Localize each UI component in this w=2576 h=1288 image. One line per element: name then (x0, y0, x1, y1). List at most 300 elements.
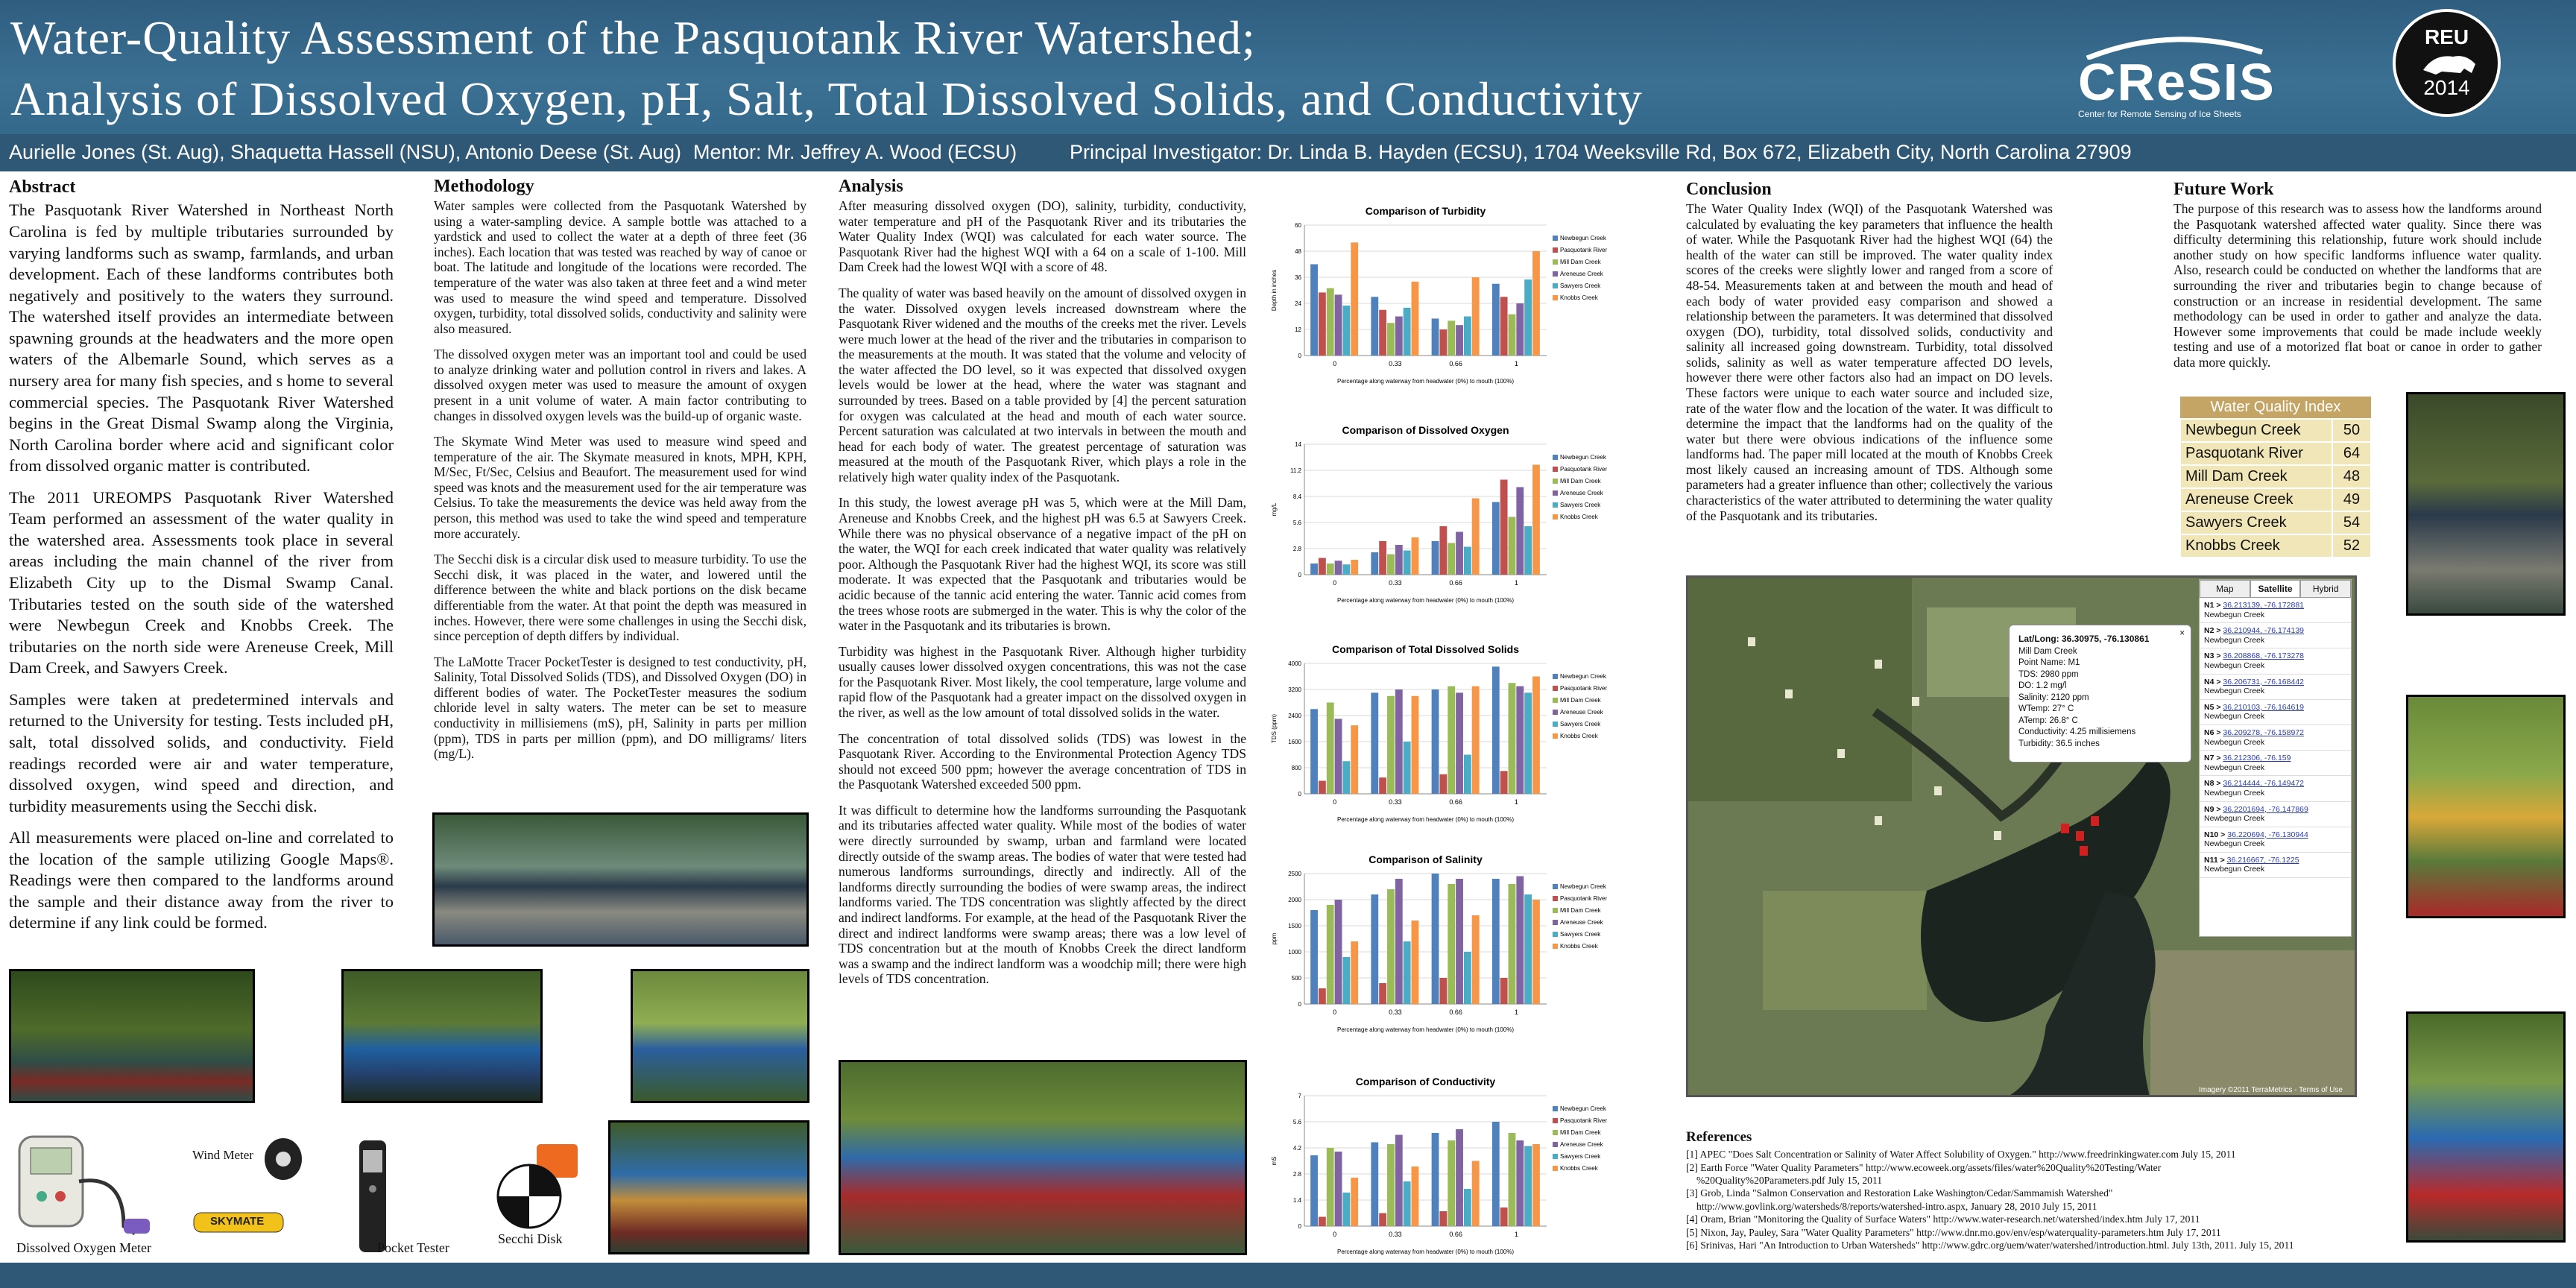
legend-swatch (1553, 295, 1558, 300)
legend-label: Newbegun Creek (1560, 1105, 1606, 1112)
y-tick-label: 2.8 (1292, 1171, 1301, 1178)
legend-label: Newbegun Creek (1560, 235, 1606, 242)
bar (1524, 894, 1532, 1004)
photo-team-canoe (608, 1120, 809, 1254)
list-item[interactable]: N1 > 36.213139, -76.172881 Newbegun Creek (2200, 598, 2351, 623)
tab-satellite[interactable]: Satellite (2250, 580, 2301, 598)
map-info-popup[interactable] (2009, 625, 2191, 763)
legend-swatch (1553, 502, 1558, 508)
bar (1335, 719, 1342, 794)
y-tick-label: 800 (1291, 765, 1301, 771)
reference-item: [4] Oram, Brian "Monitoring the Quality of Surface Waters" http://www.water-research.net/watershed/index.htm July 17, 2011 (1686, 1213, 2200, 1225)
legend-label: Areneuse Creek (1560, 1141, 1603, 1148)
secchi-disk-caption: Secchi Disk (498, 1231, 563, 1246)
bar (1335, 900, 1342, 1004)
methodology-p1: Water samples were collected from the Pasquotank Watershed by using a water-sampling device. A sample bottle was attached to a yardstick and used to collect the water at a depth of three feet (36 inches). Each location that was tested was reached by way of canoe or boat. The latitude and longitude of the locations were recorded. The temperature of the water was also taken at three feet and a wind meter was used to measure the wind speed and temperature. Dissolved oxygen, turbidity, total dissolved solids, conductivity and salinity were also measured. (434, 198, 806, 336)
bar (1456, 325, 1463, 356)
y-tick-label: 2000 (1288, 897, 1301, 903)
photo-canoe-student (9, 969, 255, 1103)
bar (1500, 297, 1508, 356)
abstract-p3: Samples were taken at predetermined intervals and returned to the University for testing. Tests included pH, salt, total dissolved solids, and conductivity. Field readings recorded were air and water temperature, dissolved oxygen, wind speed and direction, and turbidity measurements using the Secchi disk. (9, 689, 394, 815)
x-tick-label: 1 (1514, 579, 1518, 587)
y-tick-label: 2400 (1288, 713, 1301, 719)
table-row (2180, 534, 2371, 558)
conclusion-p1: The Water Quality Index (WQI) of the Pasquotank Watershed was calculated by evaluating the key parameters that influence the health of water. While the Pasquotank River had the highest WQI (64) the health of the water can still be improved. The water quality index scores of the creeks were slightly lower and ranged from a score of 48-54. Measurements taken at and between the mouth and head of each body of water provided easy comparison and showed a relationship between the parameters. It was determined that dissolved oxygen (DO), turbidity, total dissolved solids, conductivity and salinity all increased going downstream. Turbidity, total dissolved solids, salinity as well as water temperature affected DO levels, however there were other factors also had an impact on DO levels. These factors were unique to each water source and included size, rate of the water flow and the location of the water. It was difficult to determine the impact that the landforms had on the quality of the water but there were obvious indications of the influence some landforms had. The paper mill located at the mouth of Knobbs Creek most likely caused an increasing amount of TDS. Although some parameters had a greater influence than other; collectively the various characteristics of the water attributed to determining the water quality of the Pasquotank and its tributaries. (1686, 201, 2053, 523)
bar (1342, 306, 1350, 356)
photo-student-paddling (2406, 1011, 2566, 1243)
x-tick-label: 0 (1333, 1231, 1337, 1238)
bar (1327, 905, 1334, 1004)
x-tick-label: 0 (1333, 1008, 1337, 1016)
legend-label: Knobbs Creek (1560, 1165, 1598, 1172)
table-row (2180, 442, 2371, 465)
legend-label: Sawyers Creek (1560, 502, 1601, 508)
wqi-table (2179, 397, 2372, 558)
bar (1379, 1213, 1386, 1227)
legend-swatch (1553, 908, 1558, 913)
legend-label: Sawyers Creek (1560, 1153, 1601, 1160)
legend-label: Mill Dam Creek (1560, 478, 1601, 484)
legend-swatch (1553, 514, 1558, 520)
bar (1516, 303, 1524, 356)
legend-swatch (1553, 271, 1558, 277)
wqi-name: Newbegun Creek (2180, 419, 2332, 442)
y-tick-label: 1000 (1288, 949, 1301, 956)
legend-label: Knobbs Creek (1560, 733, 1598, 739)
bar (1387, 696, 1395, 794)
bar (1387, 889, 1395, 1004)
bar (1456, 692, 1463, 794)
legend-swatch (1553, 1166, 1558, 1171)
bar (1412, 282, 1419, 356)
bar (1448, 884, 1455, 1004)
principal-investigator: Principal Investigator: Dr. Linda B. Hayden (ECSU), 1704 Weeksville Rd, Box 672, Elizabeth City, North Carolina 27909 (1070, 141, 2132, 163)
bar (1371, 894, 1378, 1004)
wqi-value: 50 (2332, 419, 2371, 442)
popup-line: DO: 1.2 mg/l (2018, 681, 2067, 691)
bar (1351, 1178, 1358, 1226)
bar (1371, 692, 1378, 794)
bar (1404, 941, 1411, 1004)
list-item[interactable]: N4 > 36.206731, -76.168442 Newbegun Creek (2200, 675, 2351, 700)
cresis-wordmark: CReSIS (2078, 53, 2276, 111)
y-tick-label: 5.6 (1292, 1119, 1301, 1126)
list-item[interactable]: N9 > 36.2201694, -76.147869 Newbegun Creek (2200, 802, 2351, 827)
bar (1464, 755, 1471, 795)
bar (1509, 1133, 1516, 1226)
bar (1371, 552, 1378, 575)
x-axis-label: Percentage along waterway from headwater (0%) to mouth (100%) (1336, 597, 1515, 604)
reference-item: [3] Grob, Linda "Salmon Conservation and Restoration Lake Washington/Cedar/Sammamish Watershed" (1686, 1187, 2113, 1199)
tds-chart (1267, 641, 1629, 827)
bar (1335, 294, 1342, 356)
bar (1379, 310, 1386, 356)
legend-swatch (1553, 944, 1558, 949)
wind-meter-caption: Wind Meter (192, 1148, 253, 1162)
reference-item: %20Quality%20Parameters.pdf July 15, 2011 (1696, 1175, 1883, 1187)
wqi-value: 54 (2332, 511, 2371, 534)
legend-swatch (1553, 467, 1558, 472)
reference-item: [1] APEC "Does Salt Concentration or Salinity of Water Affect Solubility of Oxygen." http://www.freedrinkingwater.com July 15, 2011 (1686, 1149, 2236, 1161)
bar (1310, 265, 1318, 356)
bar (1500, 771, 1508, 794)
wqi-table-title: Water Quality Index (2180, 397, 2371, 419)
chart-title: Comparison of Dissolved Oxygen (1342, 424, 1509, 436)
bar (1412, 696, 1419, 794)
legend-swatch (1553, 1142, 1558, 1147)
x-tick-label: 0.33 (1389, 1008, 1402, 1016)
x-tick-label: 0.66 (1449, 579, 1462, 587)
tds-chart-svg (1267, 641, 1629, 827)
do-meter-icon (12, 1129, 161, 1241)
popup-line: Salinity: 2120 ppm (2018, 692, 2089, 702)
bar (1524, 692, 1532, 794)
y-tick-label: 14 (1295, 441, 1301, 448)
y-tick-label: 48 (1295, 248, 1301, 255)
turbidity-chart (1267, 203, 1629, 389)
analysis-p6: It was difficult to determine how the landforms surrounding the Pasquotank and its tributaries affected water quality. While most of the bodies of water were directly surrounded by swamp, urban and farmland were located directly outside of the swamp areas. The bodies of water that were tested had numerous landforms surroundings, directly and indirectly. All of the landforms directly surrounding the bodies of were swamp areas, the indirect landforms varied. The TDS concentration was slightly affected by the direct and indirect landforms. For example, at the head of the Pasquotank River the direct and indirect landforms were swamp areas; there was a low level of TDS concentration but at the mouth of Knobbs Creek the direct landform was a swamp and the indirect landform was a woodchip mill; there were high levels of TDS concentration. (839, 802, 1246, 987)
abstract-p1: The Pasquotank River Watershed in Northeast North Carolina is fed by multiple tributaries surrounded by varying landforms such as swamp, farmlands, and urban development. Each of these landforms contributes both negatively and positively to the waters they surround. The watershed itself provides an intermediate between spawning grounds at the headwaters and the more open waters of the Albemarle Sound, which serves as a nursery area for many fish species, and s home to several commercial species. The Pasquotank River Watershed begins in the Great Dismal Swamp along the Virginia, North Carolina border where acid and significant color from dissolved organic matter is contributed. (9, 201, 394, 476)
bar (1439, 978, 1447, 1004)
map-type-tabs (2200, 580, 2351, 598)
legend-label: Pasquotank River (1560, 685, 1608, 692)
legend-swatch (1553, 259, 1558, 265)
bar (1342, 1193, 1350, 1226)
map-location-list[interactable] (2199, 579, 2352, 937)
table-row (2180, 465, 2371, 488)
popup-line: Turbidity: 36.5 inches (2018, 739, 2100, 748)
legend-label: Areneuse Creek (1560, 709, 1603, 716)
bar (1319, 1217, 1326, 1227)
popup-line: Conductivity: 4.25 millisiemens (2018, 727, 2136, 737)
bar (1412, 537, 1419, 575)
y-tick-label: 7 (1298, 1093, 1301, 1099)
y-tick-label: 0 (1298, 791, 1301, 798)
bar (1472, 1161, 1480, 1227)
list-item[interactable]: N2 > 36.210944, -76.174139 Newbegun Creek (2200, 623, 2351, 648)
x-tick-label: 0.66 (1449, 1008, 1462, 1016)
bar (1500, 1208, 1508, 1226)
bar (1516, 877, 1524, 1005)
list-item[interactable]: N11 > 36.216667, -76.1225 Newbegun Creek (2200, 853, 2351, 878)
bar (1448, 686, 1455, 794)
legend-label: Newbegun Creek (1560, 673, 1606, 680)
y-tick-label: 2500 (1288, 871, 1301, 877)
legend-swatch (1553, 722, 1558, 727)
y-tick-label: 1.4 (1292, 1197, 1301, 1204)
bar (1379, 777, 1386, 794)
legend-swatch (1553, 896, 1558, 901)
bar (1327, 564, 1334, 575)
bar (1395, 545, 1403, 575)
bar (1310, 910, 1318, 1004)
bar (1432, 318, 1439, 356)
legend-swatch (1553, 283, 1558, 288)
bar (1432, 1133, 1439, 1226)
legend-label: Mill Dam Creek (1560, 1129, 1601, 1136)
popup-latlon: Lat/Long: 36.30975, -76.130861 (2018, 634, 2150, 644)
bar (1379, 983, 1386, 1004)
bar (1310, 709, 1318, 794)
tab-map[interactable]: Map (2200, 580, 2250, 598)
chart-title: Comparison of Salinity (1368, 853, 1483, 865)
bar (1432, 541, 1439, 575)
bar (1351, 725, 1358, 794)
methodology-section (434, 176, 806, 772)
legend-swatch (1553, 920, 1558, 925)
abstract-p4: All measurements were placed on-line and correlated to the location of the sample utilizing Google Maps®. Readings were then compared to the landforms around the sample and their distance away from the river to determine if any link could be formed. (9, 828, 394, 932)
bar (1509, 315, 1516, 356)
analysis-p2: The quality of water was based heavily on the amount of dissolved oxygen in the water. Dissolved oxygen levels increased downstream where the Pasquotank River widened and the mouths of the creeks met the river. Levels were much lower at the head of the river and the tributaries in comparison to the measurements at the mouth. It was stated that the volume and velocity of the water affected the DO level, so it was expected that dissolved oxygen levels would be lower at the head, where the water was stagnant and surrounded by trees. Based on a table provided by [4] the percent saturation for oxygen was calculated at the head and mouth of each water source. Percent saturation was calculated at two intervals in between the mouth and head for each body of water. The greatest percentage of saturation was measured at the mouth of the Pasquotank River, which plays a role in the relatively high water quality index of the Pasquotank. (839, 285, 1246, 484)
legend-swatch (1553, 884, 1558, 889)
bar (1439, 526, 1447, 575)
x-axis-label: Percentage along waterway from headwater (0%) to mouth (100%) (1336, 1026, 1515, 1033)
x-axis-label: Percentage along waterway from headwater (0%) to mouth (100%) (1336, 378, 1515, 385)
bar (1464, 317, 1471, 356)
reference-item: [2] Earth Force "Water Quality Parameters" http://www.ecoweek.org/assets/files/water%20Quality%20Testing/Water (1686, 1161, 2162, 1173)
legend-swatch (1553, 1118, 1558, 1123)
legend-label: Pasquotank River (1560, 1117, 1608, 1124)
bar (1448, 543, 1455, 575)
pocket-tester-caption: Pocket Tester (377, 1240, 449, 1255)
wqi-name: Sawyers Creek (2180, 511, 2332, 534)
bar (1464, 1189, 1471, 1226)
bar (1404, 308, 1411, 356)
wqi-name: Mill Dam Creek (2180, 465, 2332, 488)
list-item[interactable]: N8 > 36.214444, -76.149472 Newbegun Creek (2200, 776, 2351, 801)
wqi-value: 64 (2332, 442, 2371, 465)
bar (1500, 480, 1508, 575)
photo-canoe-trio (839, 1060, 1247, 1255)
wqi-name: Areneuse Creek (2180, 488, 2332, 511)
chart-title: Comparison of Turbidity (1365, 205, 1486, 217)
salinity-chart-svg (1267, 851, 1629, 1038)
footer-bar (0, 1263, 2576, 1288)
close-icon[interactable]: × (2179, 629, 2185, 638)
bar (1532, 900, 1540, 1004)
x-tick-label: 0.33 (1389, 360, 1402, 367)
legend-swatch (1553, 932, 1558, 937)
legend-swatch (1553, 698, 1558, 703)
bar (1335, 561, 1342, 575)
legend-swatch (1553, 247, 1558, 253)
y-axis-label: Depth in inches (1271, 269, 1278, 312)
tab-hybrid[interactable]: Hybrid (2300, 580, 2351, 598)
bar (1342, 761, 1350, 794)
legend-label: Areneuse Creek (1560, 271, 1603, 277)
bar (1516, 487, 1524, 575)
bar (1439, 329, 1447, 356)
methodology-p2: The dissolved oxygen meter was an important tool and could be used to analyze drinking water and pollution control in rivers and lakes. A dissolved oxygen meter was used to measure the amount of oxygen present in a unit volume of water. A main factor contributing to changes in dissolved oxygen levels was the build-up of organic waste. (434, 347, 806, 423)
wqi-name: Knobbs Creek (2180, 534, 2332, 558)
wqi-value: 48 (2332, 465, 2371, 488)
legend-swatch (1553, 1130, 1558, 1135)
popup-line: TDS: 2980 ppm (2018, 669, 2079, 679)
bar (1448, 321, 1455, 356)
do-meter-caption: Dissolved Oxygen Meter (16, 1240, 151, 1255)
legend-label: Pasquotank River (1560, 466, 1608, 473)
skymate-label: SKYMATE (210, 1215, 265, 1228)
legend-swatch (1553, 1154, 1558, 1159)
bar (1492, 1122, 1500, 1226)
legend-swatch (1553, 674, 1558, 679)
x-tick-label: 1 (1514, 1231, 1518, 1238)
wqi-name: Pasquotank River (2180, 442, 2332, 465)
bar (1387, 555, 1395, 575)
cresis-logo (2072, 30, 2281, 119)
bar (1335, 1152, 1342, 1226)
legend-swatch (1553, 1106, 1558, 1111)
legend-swatch (1553, 733, 1558, 739)
legend-swatch (1553, 490, 1558, 496)
bar (1432, 689, 1439, 794)
bar (1371, 297, 1378, 356)
photo-student-measuring (631, 969, 809, 1103)
bar (1387, 1144, 1395, 1226)
bar (1492, 666, 1500, 794)
reference-item: [6] Srinivas, Hari "An Introduction to Urban Watersheds" http://www.gdrc.org/uem/water/watershed/introduction.html. July 13th, 2011. July 15, 2011 (1686, 1240, 2294, 1251)
x-tick-label: 1 (1514, 798, 1518, 806)
legend-label: Knobbs Creek (1560, 943, 1598, 950)
bar (1395, 1135, 1403, 1227)
bar (1310, 1155, 1318, 1226)
chart-title: Comparison of Total Dissolved Solids (1332, 643, 1519, 655)
bar (1404, 1181, 1411, 1226)
popup-line: WTemp: 27° C (2018, 704, 2074, 714)
y-tick-label: 12 (1295, 326, 1301, 333)
wqi-value: 52 (2332, 534, 2371, 558)
bar (1387, 323, 1395, 356)
wqi-value: 49 (2332, 488, 2371, 511)
author-bar (0, 134, 2576, 171)
bar (1395, 879, 1403, 1004)
y-tick-label: 36 (1295, 274, 1301, 281)
list-item[interactable]: N3 > 36.208868, -76.173278 Newbegun Creek (2200, 648, 2351, 674)
reference-item: [5] Nixon, Jay, Pauley, Sara "Water Quality Parameters" http://www.dnr.mo.gov/env/esp/waterquality-parameters.htm July 17, 2011 (1686, 1226, 2221, 1238)
bar (1509, 683, 1516, 794)
bar (1342, 564, 1350, 575)
abstract-section (9, 176, 394, 944)
photo-dock-team (432, 812, 809, 947)
conclusion-heading: Conclusion (1686, 180, 1772, 199)
y-tick-label: 11.2 (1290, 467, 1301, 474)
bar (1509, 884, 1516, 1004)
y-tick-label: 24 (1295, 300, 1301, 307)
poster-title-line1: Water-Quality Assessment of the Pasquotank River Watershed; (10, 11, 1256, 64)
x-tick-label: 0.66 (1449, 360, 1462, 367)
methodology-heading: Methodology (434, 177, 534, 196)
popup-line: Point Name: M1 (2018, 658, 2080, 668)
dissolved-oxygen-chart (1267, 422, 1629, 608)
bar (1319, 988, 1326, 1004)
bar (1472, 277, 1480, 356)
y-tick-label: 8.4 (1292, 493, 1301, 500)
x-tick-label: 1 (1514, 360, 1518, 367)
bar (1432, 874, 1439, 1004)
y-tick-label: 1500 (1288, 923, 1301, 929)
x-tick-label: 0.66 (1449, 1231, 1462, 1238)
bar (1532, 465, 1540, 575)
bar (1395, 317, 1403, 356)
methodology-p4: The Secchi disk is a circular disk used to measure turbidity. To use the Secchi disk, it was placed in the water, and lowered until the difference between the white and black portions on the disk became differentiable from the water. At that point the depth was measured in inches. However, there were some challenges in using the Secchi disk, since perception of depth differs by individual. (434, 552, 806, 644)
bar (1439, 1211, 1447, 1226)
legend-label: Sawyers Creek (1560, 931, 1601, 938)
x-tick-label: 0 (1333, 360, 1337, 367)
bar (1327, 703, 1334, 795)
y-tick-label: 4000 (1288, 660, 1301, 667)
y-axis-label: mS (1271, 1156, 1278, 1166)
title-banner (0, 0, 2576, 134)
conclusion-section (1686, 179, 2053, 534)
legend-label: Knobbs Creek (1560, 294, 1598, 301)
list-item[interactable]: N10 > 36.220694, -76.130944 Newbegun Creek (2200, 827, 2351, 853)
bar (1472, 499, 1480, 575)
bar (1319, 558, 1326, 575)
legend-swatch (1553, 479, 1558, 484)
bar (1439, 774, 1447, 794)
bar (1404, 551, 1411, 575)
popup-line: Mill Dam Creek (2018, 646, 2077, 656)
bar (1532, 1144, 1540, 1226)
x-tick-label: 0 (1333, 579, 1337, 587)
abstract-heading: Abstract (9, 177, 76, 197)
list-item[interactable]: N6 > 36.209278, -76.158972 Newbegun Creek (2200, 725, 2351, 751)
references-heading: References (1686, 1129, 1752, 1145)
bar (1319, 292, 1326, 356)
legend-label: Areneuse Creek (1560, 490, 1603, 496)
future-p1: The purpose of this research was to assess how the landforms around the Pasquotank watershed affected water quality. Since there was difficulty determining this relationship, future work should include another study on how specific landforms influence water quality. Also, research could be conducted on whether the landforms that are surrounding the river and tributaries begin to change because of construction or an increase in residential development. The same methodology can be used in order to gather and analyze the data. However some improvements that could be made include weekly testing and use of a motorized flat boat or canoe in order to gather data more quickly. (2174, 201, 2542, 370)
photo-student-lifejacket (341, 969, 543, 1103)
bar (1524, 1146, 1532, 1227)
list-item[interactable]: N5 > 36.210103, -76.164619 Newbegun Creek (2200, 700, 2351, 725)
authors: Aurielle Jones (St. Aug), Shaquetta Hassell (NSU), Antonio Deese (St. Aug) (9, 141, 681, 163)
bar (1310, 564, 1318, 575)
y-tick-label: 2.8 (1292, 546, 1301, 552)
bar (1327, 1148, 1334, 1226)
legend-label: Pasquotank River (1560, 895, 1608, 902)
bar (1524, 280, 1532, 356)
y-tick-label: 500 (1291, 975, 1301, 982)
bar (1448, 1140, 1455, 1226)
y-tick-label: 0 (1298, 1223, 1301, 1230)
bar (1532, 677, 1540, 795)
secchi-disk-icon (488, 1140, 589, 1234)
legend-label: Mill Dam Creek (1560, 907, 1601, 914)
list-item[interactable]: N7 > 36.212306, -76.159 Newbegun Creek (2200, 751, 2351, 776)
dissolved-oxygen-chart-svg (1267, 422, 1629, 608)
legend-label: Knobbs Creek (1560, 514, 1598, 520)
bar (1464, 547, 1471, 575)
y-tick-label: 60 (1295, 222, 1301, 229)
legend-swatch (1553, 710, 1558, 715)
y-tick-label: 0 (1298, 1001, 1301, 1008)
y-tick-label: 3200 (1288, 686, 1301, 693)
bear-icon (2419, 48, 2479, 78)
bar (1379, 541, 1386, 575)
cresis-subtitle: Center for Remote Sensing of Ice Sheets (2078, 109, 2241, 119)
bar (1319, 781, 1326, 795)
legend-label: Newbegun Creek (1560, 883, 1606, 890)
mentor: Mentor: Mr. Jeffrey A. Wood (ECSU) (693, 141, 1017, 163)
bar (1327, 288, 1334, 356)
table-row (2180, 488, 2371, 511)
bar (1351, 941, 1358, 1004)
legend-label: Pasquotank River (1560, 247, 1608, 253)
y-axis-label: ppm (1271, 932, 1278, 945)
x-axis-label: Percentage along waterway from headwater (0%) to mouth (100%) (1336, 816, 1515, 823)
y-axis-label: mg/L (1271, 502, 1278, 517)
analysis-p3: In this study, the lowest average pH was 5, which were at the Mill Dam, Areneuse and Knobbs Creek, and the highest pH was 6.5 at Sawyers Creek. While there was no physical observance of a negative impact of the pH on the water, the WQI for each creek indicated that water quality was relatively poor. Although the Pasquotank River had the highest WQI, its score was still moderate. It was expected that the Pasquotank and tributaries would be acidic because of the tannic acid entering the water. Tannic acid comes from the trees whose roots are submerged in the water. This is why the color of the water in the Pasquotank and its tributaries is brown. (839, 495, 1246, 634)
